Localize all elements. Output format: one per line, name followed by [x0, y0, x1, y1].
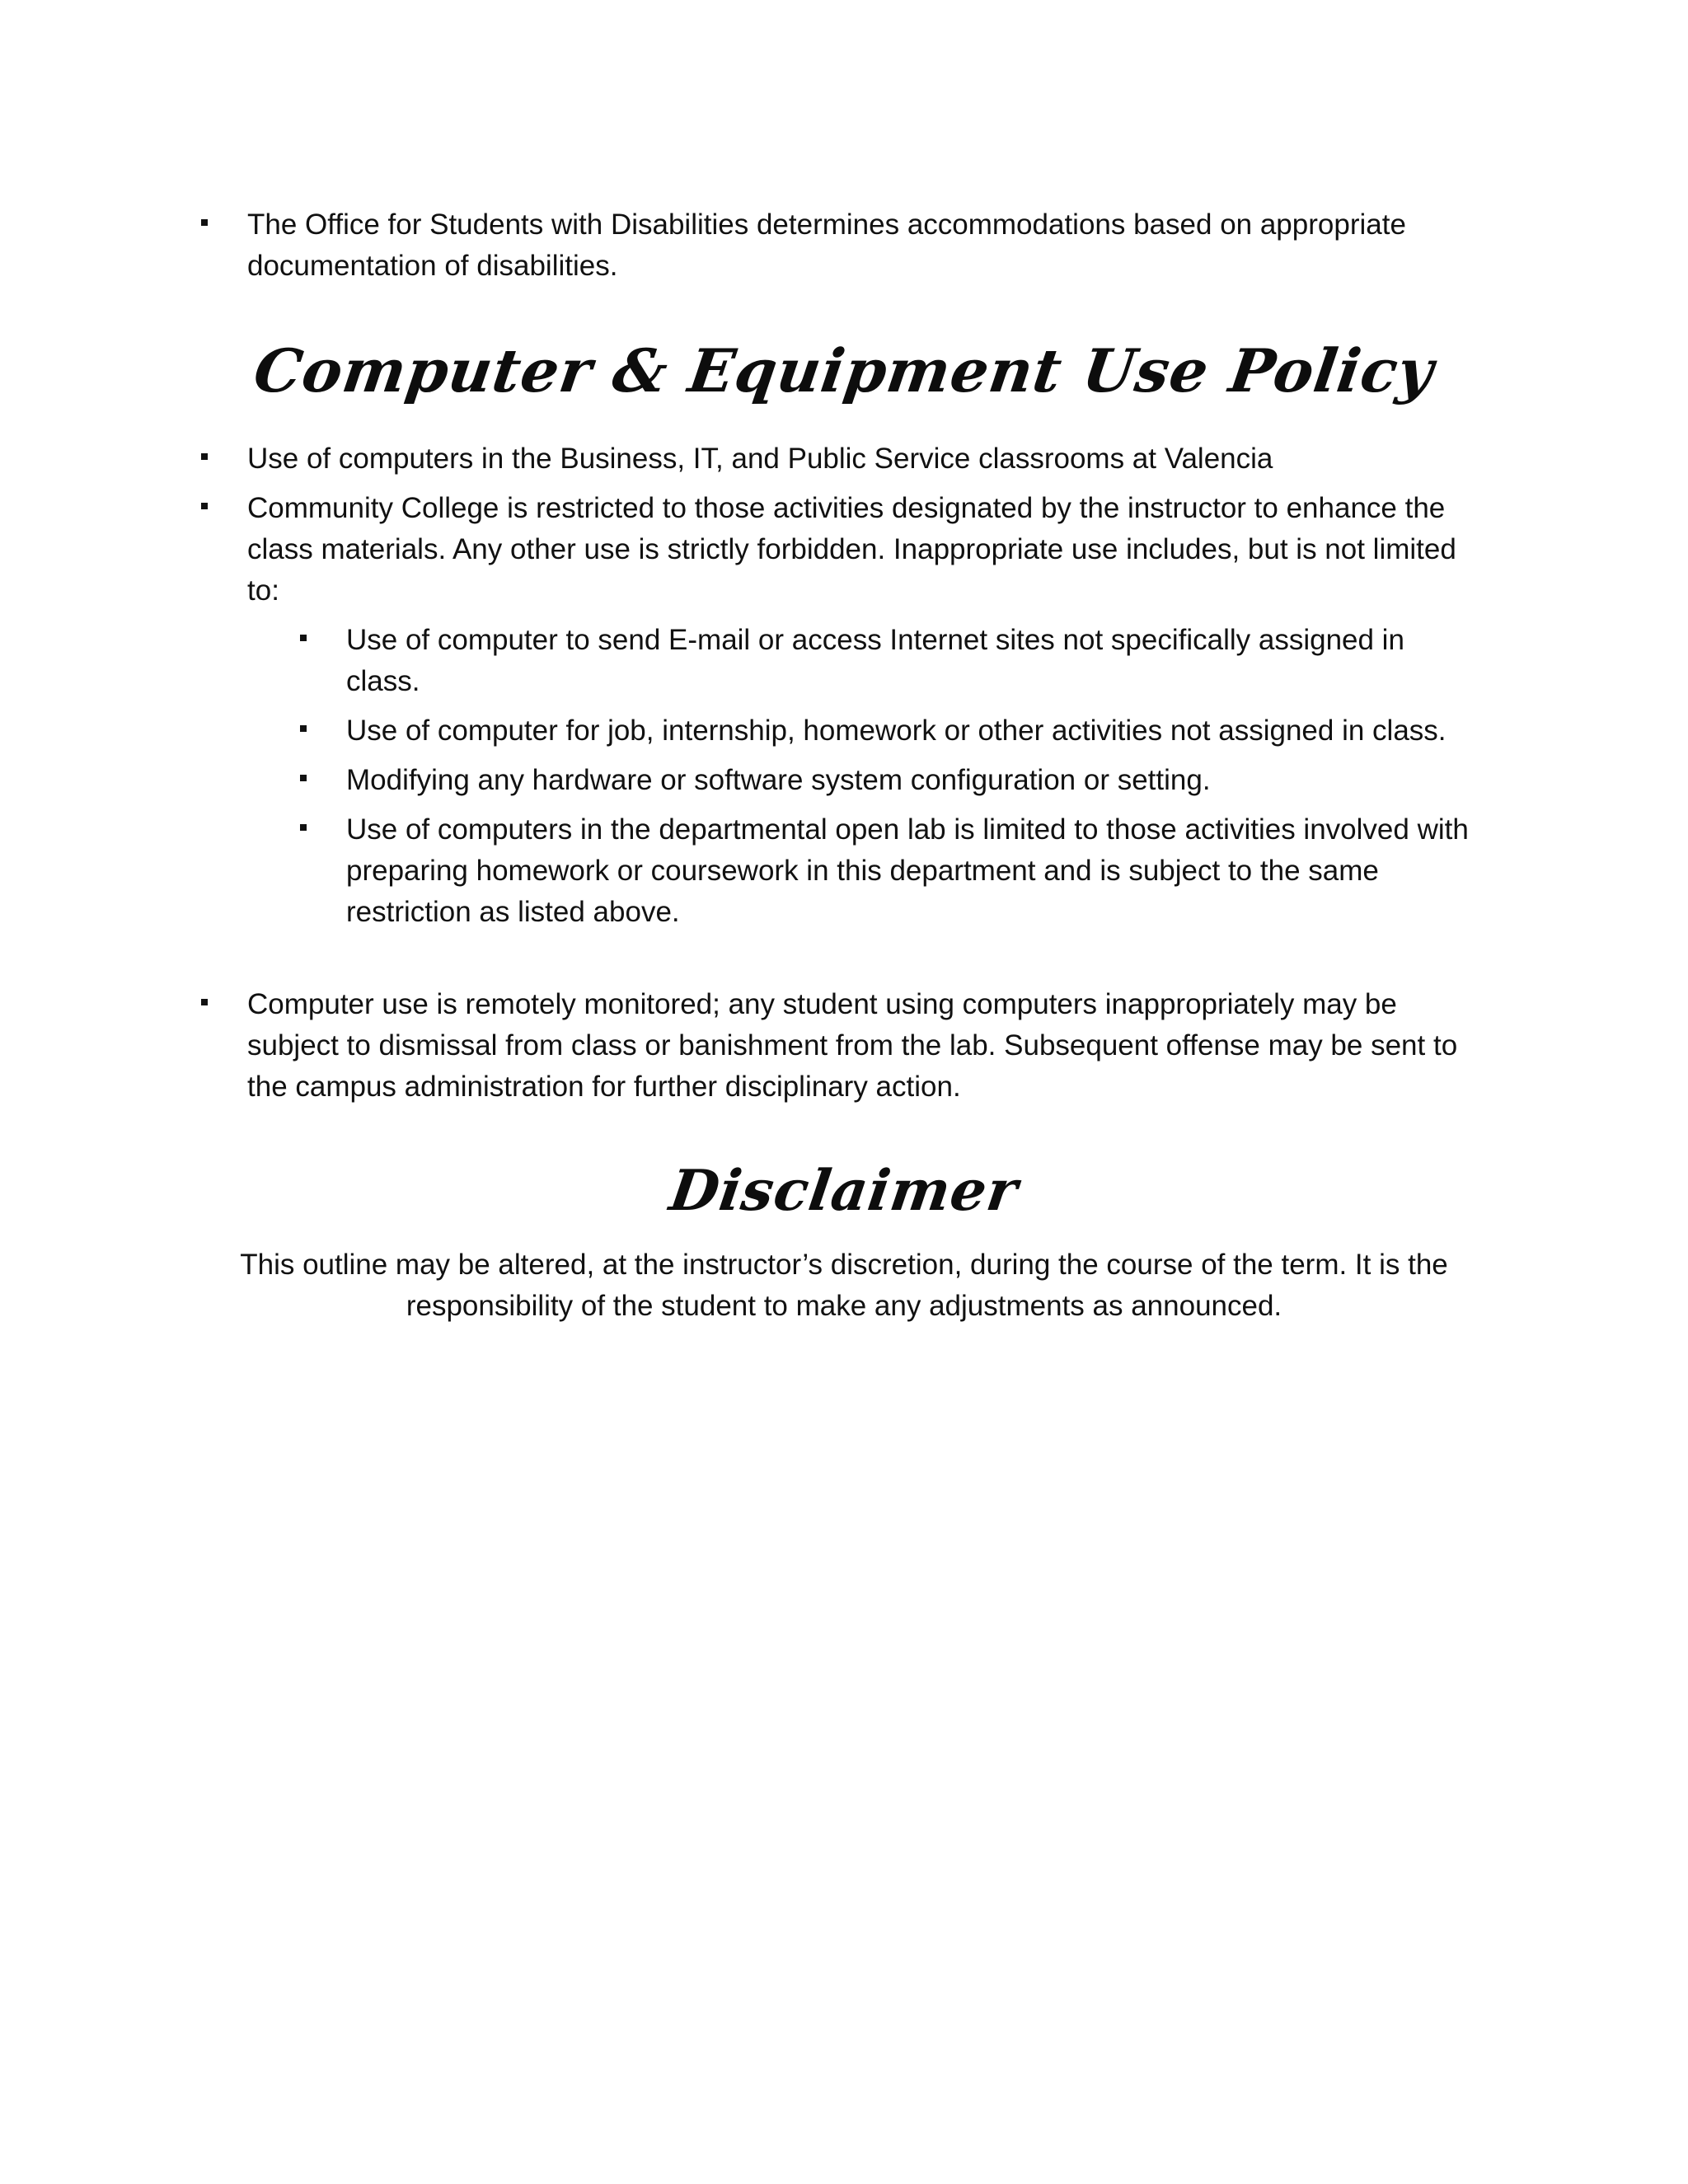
disclaimer-heading: Disclaimer — [665, 1158, 1023, 1224]
policy-sub-bullet-text: Use of computers in the departmental open lab is limited to those activities involved with preparing homework or coursework in this department and is subject to the same restriction as listed above. — [346, 813, 1469, 928]
policy-heading: Computer & Equipment Use Policy — [250, 335, 1439, 405]
bullet-marker — [300, 775, 307, 781]
policy-sub-bullet-list — [297, 620, 1484, 933]
policy-sub-bullet-item — [297, 809, 1484, 933]
policy-bullet-text: Use of computers in the Business, IT, and Public Service classrooms at Valencia — [247, 443, 1273, 475]
bullet-marker — [201, 503, 208, 509]
policy-final-bullet-list — [198, 984, 1484, 1108]
policy-final-bullet-text: Computer use is remotely monitored; any student using computers inappropriately may be subject to dismissal from class or banishment from the lab. Subsequent offense may be sent to the campus administration for further disciplinary action. — [247, 988, 1458, 1103]
policy-bullet-text: Community College is restricted to those activities designated by the instructor to enhance the class materials. Any other use is strictly forbidden. Inappropriate use includes, but is not limited to: — [247, 492, 1456, 607]
intro-bullet-text: The Office for Students with Disabilities determines accommodations based on appropriate documentation of disabilities. — [247, 209, 1406, 282]
intro-bullet-item — [198, 204, 1484, 287]
policy-sub-bullet-text: Use of computer for job, internship, homework or other activities not assigned in class. — [346, 715, 1447, 747]
policy-sub-bullet-item — [297, 710, 1484, 752]
policy-sub-bullet-text: Modifying any hardware or software system configuration or setting. — [346, 764, 1211, 796]
intro-bullet-list — [198, 204, 1484, 287]
policy-bullet-list — [198, 438, 1484, 612]
bullet-marker — [300, 635, 307, 641]
policy-final-bullet-item — [198, 984, 1484, 1108]
policy-bullet-item — [198, 438, 1484, 480]
bullet-marker — [300, 824, 307, 831]
policy-bullet-item — [198, 488, 1484, 612]
policy-sub-bullet-item — [297, 620, 1484, 702]
bullet-marker — [300, 725, 307, 732]
policy-sub-bullet-text: Use of computer to send E-mail or access Internet sites not specifically assigned in class. — [346, 624, 1404, 697]
disclaimer-text: This outline may be altered, at the instructor’s discretion, during the course of the term. It is the responsibility of the student to make any adjustments as announced. — [240, 1249, 1448, 1322]
policy-sub-bullet-item — [297, 760, 1484, 801]
bullet-marker — [201, 453, 208, 460]
bullet-marker — [201, 999, 208, 1005]
bullet-marker — [201, 219, 208, 226]
